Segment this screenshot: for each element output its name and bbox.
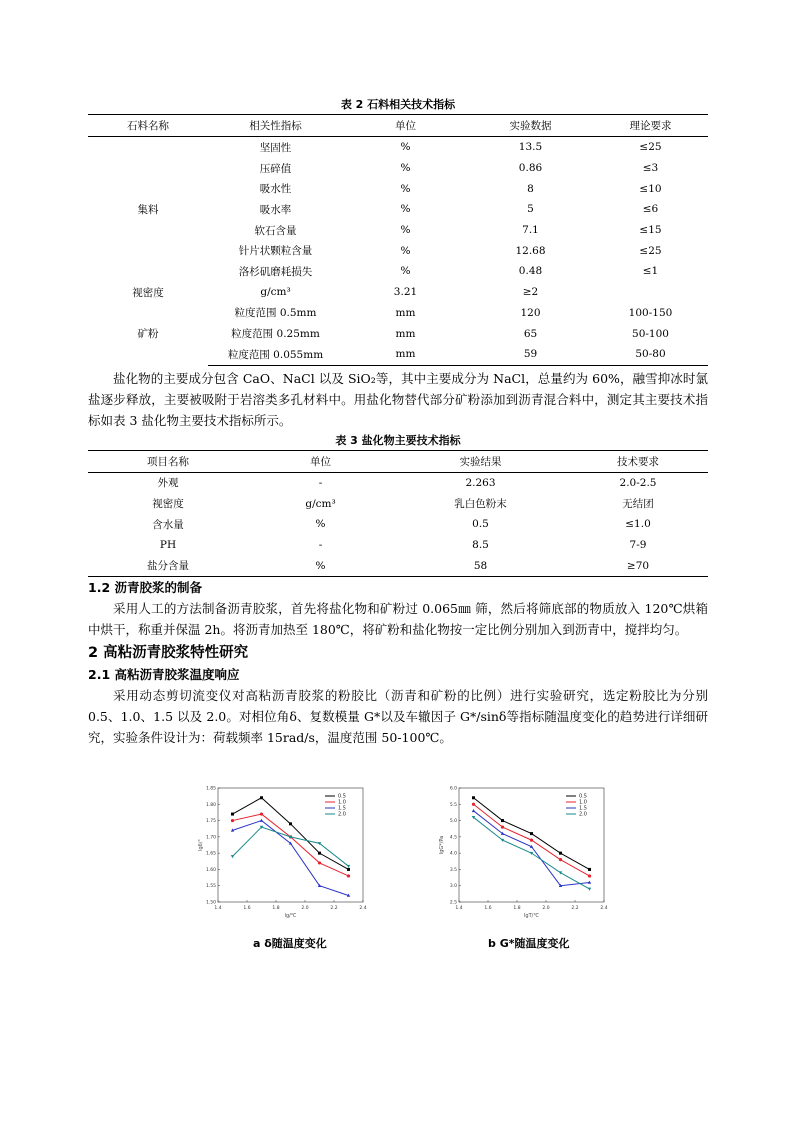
- table-cell: 吸水性: [259, 183, 292, 196]
- table-cell: 盐分含量: [88, 555, 248, 576]
- y-tick-label: 4.5: [449, 835, 457, 841]
- table-cell: 外观: [157, 477, 179, 490]
- table-cell: 8.5: [472, 538, 489, 551]
- y-tick-label: 1.55: [205, 884, 216, 890]
- table-cell: 8: [527, 182, 534, 195]
- y-tick-label: 3.5: [449, 867, 457, 873]
- table2-header-row: [88, 115, 708, 137]
- table-cell: mm: [395, 327, 416, 340]
- table-row: [88, 555, 708, 576]
- table-cell: mm: [395, 306, 416, 319]
- data-point: [231, 813, 234, 816]
- col-header: 单位: [248, 450, 393, 472]
- col-header: 实验结果: [393, 450, 568, 472]
- x-tick-label: 1.8: [272, 906, 280, 911]
- series-line-2.0: [233, 827, 349, 866]
- paragraph-salt: 盐化物的主要成分包含 CaO、NaCl 以及 SiO₂等，其中主要成分为 NaCl，总量约为 60%，融雪抑冰时氯盐逐步释放，主要被吸附于岩溶类多孔材料中。用盐化物替代部分矿粉添加到沥青混合料中，测定其主要技术指标如表 3 盐化物主要技术指标所示。: [88, 370, 708, 428]
- table2-body: [88, 137, 708, 366]
- table-cell: 压碎值: [259, 162, 292, 175]
- table-cell: 59: [468, 344, 593, 365]
- table-row: [88, 303, 708, 324]
- data-point: [559, 858, 562, 861]
- legend-label: 1.0: [579, 799, 587, 806]
- table-cell: 100-150: [628, 306, 673, 319]
- data-point: [588, 874, 591, 877]
- y-tick-label: 1.70: [205, 835, 216, 841]
- data-point: [318, 861, 321, 864]
- y-tick-label: 5.5: [449, 802, 457, 808]
- table3-body: [88, 472, 708, 576]
- x-tick-label: 1.6: [243, 906, 251, 911]
- table-cell: 乳白色粉末: [454, 498, 507, 511]
- table-cell: ≥2: [522, 286, 539, 299]
- table3-caption: 表 3 盐化物主要技术指标: [335, 433, 461, 447]
- data-point: [530, 832, 533, 835]
- legend-label: 2.0: [338, 811, 346, 818]
- chart-phase-angle: [196, 782, 376, 926]
- table-cell: 7-9: [629, 538, 647, 551]
- table-cell: 针片状颗粒含量: [238, 245, 313, 258]
- table-cell: 13.5: [518, 141, 543, 154]
- data-point: [588, 868, 591, 871]
- table-cell: 粒度范围 0.25mm: [231, 328, 320, 341]
- table-cell: 软石含量: [254, 224, 297, 237]
- y-tick-label: 1.75: [205, 819, 216, 825]
- data-point: [501, 819, 504, 822]
- table-cell: 120: [520, 306, 541, 319]
- paragraph-experiment: 采用动态剪切流变仪对高粘沥青胶浆的粉胶比（沥青和矿粉的比例）进行实验研究，选定粉胶比为分别 0.5、1.0、1.5 以及 2.0。对相位角δ、复数模量 G*以及车辙因子 G*/sinδ等指标随温度变化的趋势进行详细研究，实验条件设计为：荷载频率 15rad/s，温度范围 50-100℃。: [88, 688, 708, 745]
- table-cell: 5: [527, 203, 534, 216]
- x-tick-label: 2.4: [600, 906, 608, 911]
- col-header: 单位: [343, 115, 468, 137]
- y-axis-label: lgδ/°: [198, 839, 204, 851]
- x-axis-label: lgT/℃: [524, 913, 539, 919]
- table-cell: 0.86: [518, 162, 543, 175]
- table-row: [88, 535, 708, 556]
- y-tick-label: 5.0: [449, 819, 457, 825]
- table-cell: 2.263: [465, 476, 496, 489]
- table-cell: g/cm³: [305, 497, 336, 510]
- series-line-1.5: [233, 821, 349, 896]
- data-point: [260, 819, 263, 822]
- table-cell: 视密度: [132, 286, 164, 299]
- table-cell: 7.1: [522, 224, 539, 237]
- paragraph-preparation: 采用人工的方法制备沥青胶浆，首先将盐化物和矿粉过 0.065㎜ 筛，然后将筛底部的物质放入 120℃烘箱中烘干，称重并保温 2h。将沥青加热至 180℃，将矿粉和盐化物按一定比例分别加入到沥青中，搅拌均匀。: [88, 601, 708, 637]
- col-header: 技术要求: [568, 450, 708, 472]
- x-tick-label: 2.2: [330, 906, 338, 911]
- data-point: [260, 812, 263, 815]
- data-point: [530, 839, 533, 842]
- table-cell: 0.5: [472, 518, 489, 531]
- col-header: 相关性指标: [208, 115, 343, 137]
- y-axis-label: lgG*/Pa: [439, 835, 445, 855]
- legend-label: 0.5: [579, 793, 587, 800]
- table-cell: 2.0-2.5: [619, 476, 657, 489]
- data-point: [260, 796, 263, 799]
- table-cell: 坚固性: [259, 141, 292, 154]
- col-header: 项目名称: [88, 450, 248, 472]
- table-row: [88, 493, 708, 514]
- table-cell: %: [400, 162, 411, 175]
- x-tick-label: 2.4: [359, 906, 367, 911]
- table-cell: ≤6: [642, 203, 659, 216]
- series-line-1.5: [474, 811, 590, 886]
- table2: [88, 114, 708, 366]
- chart-b-caption: b G*随温度变化: [488, 937, 570, 950]
- table-cell: 粒度范围 0.5mm: [234, 307, 317, 320]
- legend-label: 1.5: [579, 805, 587, 812]
- table-cell: g/cm³: [260, 286, 291, 299]
- table-cell: %: [400, 203, 411, 216]
- table-row: [88, 472, 708, 493]
- table-cell: 粒度范围 0.055mm: [208, 344, 343, 365]
- table-cell: 洛杉矶磨耗损失: [238, 265, 313, 278]
- y-tick-label: 3.0: [449, 884, 457, 890]
- page: [88, 96, 708, 748]
- table-cell: -: [318, 538, 323, 551]
- y-tick-label: 1.80: [205, 802, 216, 808]
- table-cell: ≤10: [639, 182, 662, 195]
- data-point: [289, 822, 292, 825]
- table-cell: PH: [159, 538, 177, 551]
- chart-b-svg: [437, 782, 617, 922]
- data-point: [231, 819, 234, 822]
- x-axis-label: lg/℃: [284, 913, 297, 919]
- table-cell: 65: [523, 327, 538, 340]
- table-row: [88, 282, 708, 303]
- y-tick-label: 1.60: [205, 867, 216, 873]
- table-cell: %: [315, 518, 326, 531]
- table-row: [88, 137, 708, 158]
- y-tick-label: 2.5: [449, 900, 457, 906]
- data-point: [472, 803, 475, 806]
- data-point: [559, 852, 562, 855]
- data-point: [472, 809, 475, 812]
- table-cell: %: [400, 141, 411, 154]
- table-cell: mm: [343, 344, 468, 365]
- data-point: [501, 825, 504, 828]
- table-cell: 50-80: [593, 344, 708, 365]
- data-point: [347, 874, 350, 877]
- table-cell: 58: [393, 555, 568, 576]
- chart-a-caption: a δ随温度变化: [253, 937, 327, 950]
- data-point: [347, 868, 350, 871]
- legend-label: 1.0: [338, 799, 346, 806]
- table-row: [88, 514, 708, 535]
- data-point: [318, 852, 321, 855]
- y-tick-label: 1.50: [205, 900, 216, 906]
- table-cell: 无结团: [622, 498, 654, 511]
- data-point: [472, 796, 475, 799]
- table-cell: 3.21: [393, 286, 418, 299]
- section-heading-1-2: 1.2 沥青胶浆的制备: [88, 580, 202, 595]
- table-cell: 50-100: [632, 327, 669, 340]
- table-cell: 吸水率: [259, 203, 292, 216]
- y-tick-label: 4.0: [449, 851, 457, 857]
- table2-caption: 表 2 石料相关技术指标: [340, 98, 456, 111]
- table-cell: ≤25: [639, 244, 662, 257]
- data-point: [231, 855, 234, 858]
- col-header: 石料名称: [88, 115, 208, 137]
- group-mineral-powder: 矿粉: [137, 328, 159, 341]
- table-cell: -: [318, 476, 323, 489]
- y-tick-label: 1.85: [205, 786, 216, 792]
- table-cell: 12.68: [515, 244, 546, 257]
- table3: [88, 450, 708, 577]
- table-cell: ≤3: [642, 162, 659, 175]
- table3-header-row: [88, 450, 708, 472]
- section-heading-2: 2 高粘沥青胶浆特性研究: [88, 645, 249, 661]
- table-cell: ≤1.0: [625, 518, 651, 531]
- table-cell: 视密度: [152, 498, 184, 511]
- data-point: [588, 888, 591, 891]
- table-cell: %: [400, 265, 411, 278]
- legend-label: 0.5: [338, 793, 346, 800]
- chart-complex-modulus: [437, 782, 617, 926]
- table-cell: 0.48: [518, 265, 543, 278]
- y-tick-label: 1.65: [205, 851, 216, 857]
- x-tick-label: 1.8: [513, 906, 521, 911]
- x-tick-label: 1.4: [455, 906, 463, 911]
- col-header: 实验数据: [468, 115, 593, 137]
- x-tick-label: 2.0: [301, 906, 309, 911]
- table-cell: ≤1: [642, 265, 659, 278]
- y-tick-label: 6.0: [449, 786, 457, 792]
- legend-label: 2.0: [579, 811, 587, 818]
- section-heading-2-1: 2.1 高粘沥青胶浆温度响应: [88, 667, 240, 682]
- table-cell: ≤15: [639, 224, 662, 237]
- table-cell: 含水量: [152, 518, 184, 531]
- x-tick-label: 2.2: [571, 906, 579, 911]
- x-tick-label: 1.4: [214, 906, 222, 911]
- x-tick-label: 2.0: [542, 906, 550, 911]
- table-cell: %: [400, 182, 411, 195]
- table-cell: ≥70: [568, 555, 708, 576]
- legend-label: 1.5: [338, 805, 346, 812]
- data-point: [347, 865, 350, 868]
- table-cell: ≤25: [639, 141, 662, 154]
- table-cell: %: [400, 244, 411, 257]
- table-cell: %: [248, 555, 393, 576]
- chart-a-svg: [196, 782, 376, 922]
- series-line-0.5: [233, 798, 349, 870]
- table-cell: %: [400, 224, 411, 237]
- col-header: 理论要求: [593, 115, 708, 137]
- x-tick-label: 1.6: [484, 906, 492, 911]
- group-aggregate: 集料: [137, 203, 159, 216]
